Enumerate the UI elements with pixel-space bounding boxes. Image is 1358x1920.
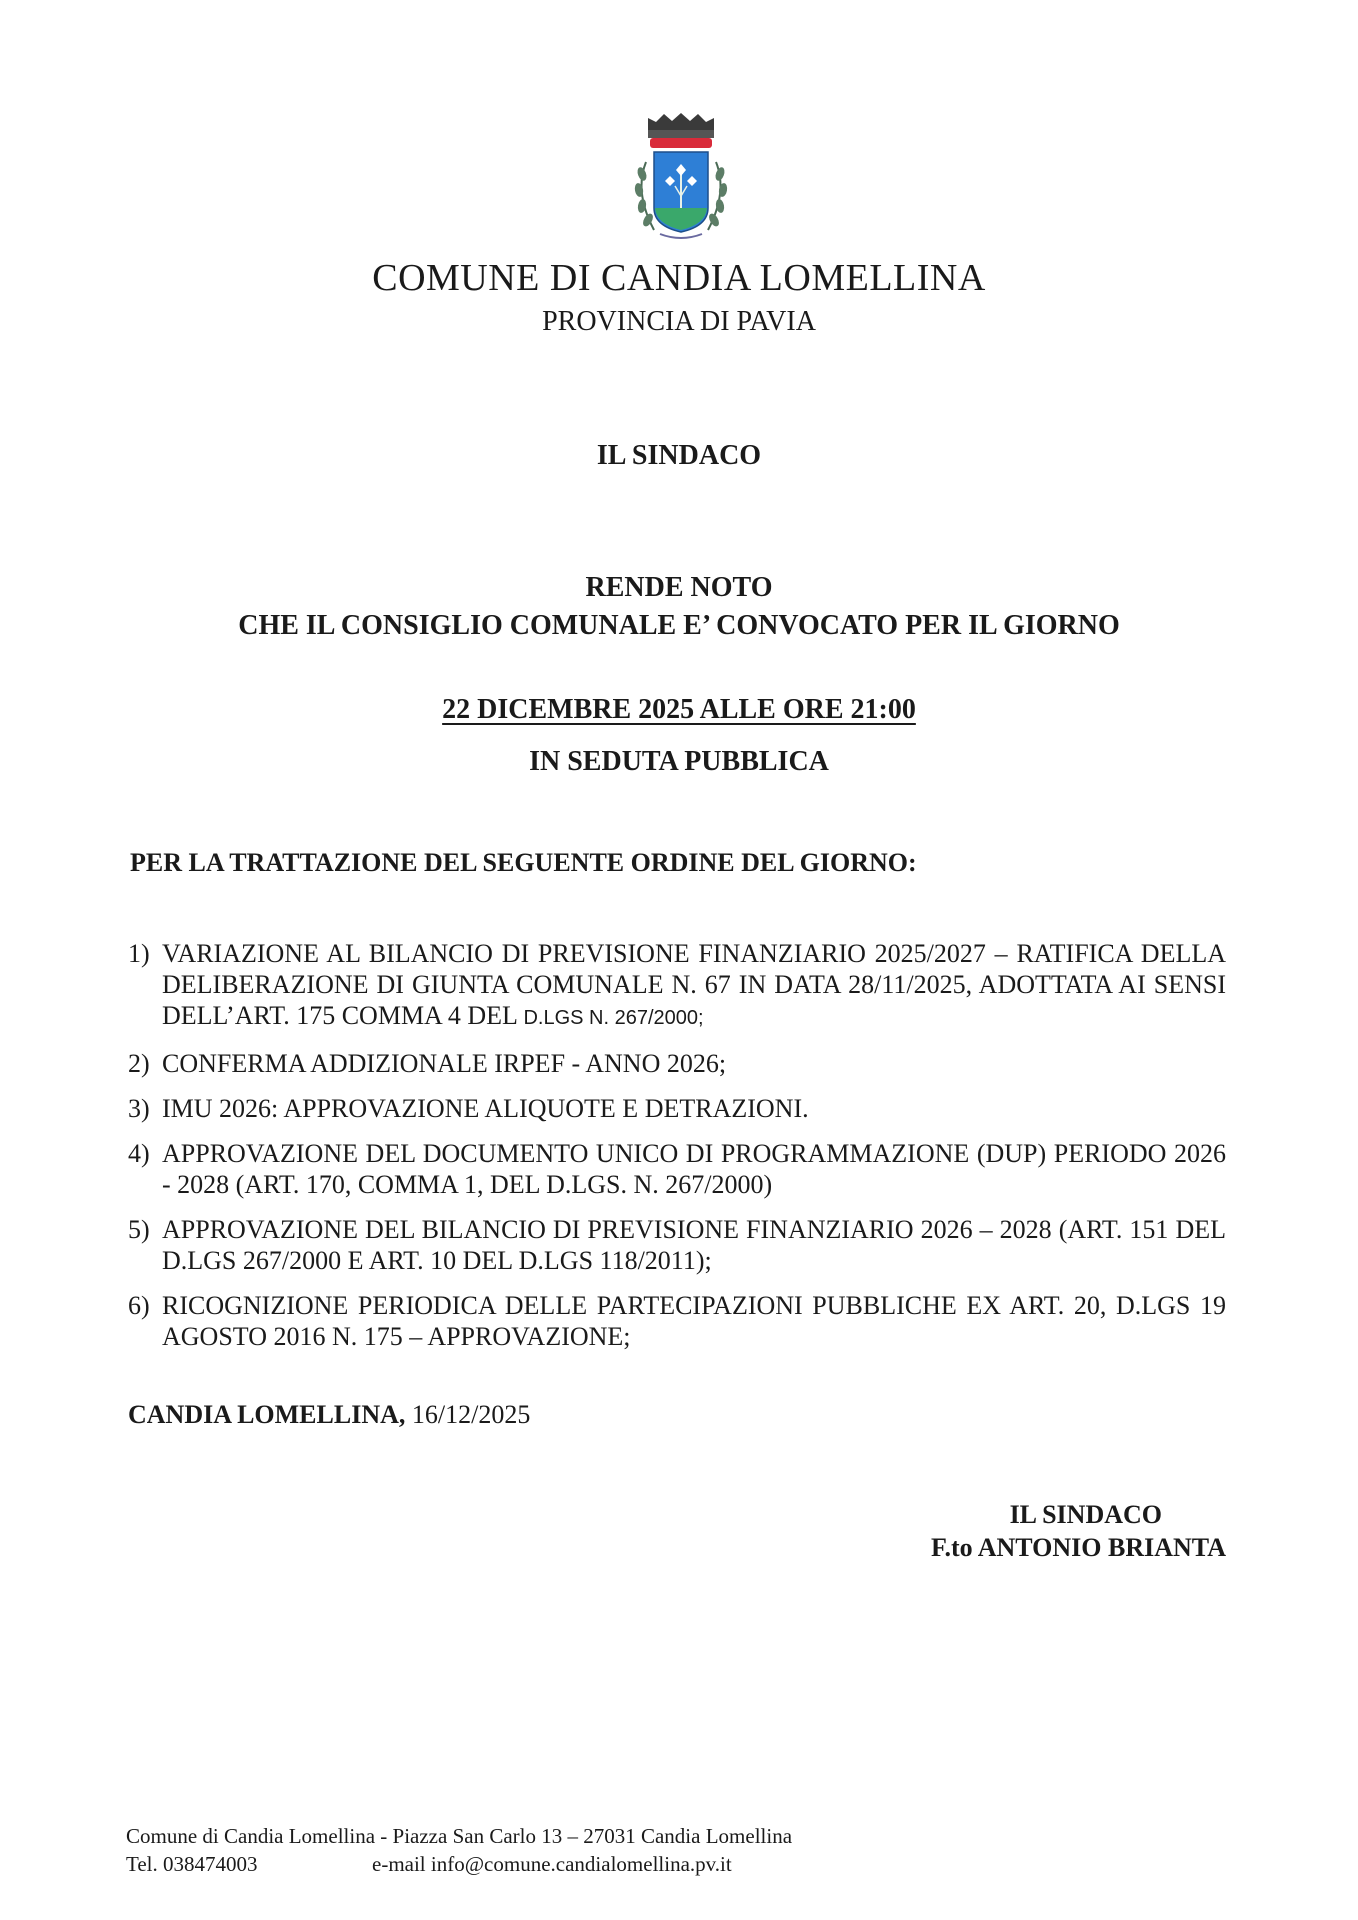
place-name: CANDIA LOMELLINA, <box>128 1400 406 1429</box>
agenda-list <box>128 938 1226 1366</box>
agenda-item-tail: D.LGS N. 267/2000; <box>523 1007 704 1029</box>
meeting-date-heading <box>0 694 1358 726</box>
agenda-item-number: 1) <box>128 939 150 968</box>
footer-phone: Tel. 038474003 <box>126 1852 258 1876</box>
agenda-item-text: VARIAZIONE AL BILANCIO DI PREVISIONE FINANZIARIO 2025/2027 – RATIFICA DELLA DELIBERAZIONE DI GIUNTA COMUNALE N. 67 IN DATA 28/11/2025, ADOTTATA AI SENSI DELL’ART. 175 COMMA 4 DEL <box>162 939 1226 1030</box>
agenda-item <box>128 1138 1226 1200</box>
agenda-item-number: 2) <box>128 1049 150 1078</box>
issuer-heading: IL SINDACO <box>596 440 762 471</box>
municipal-coat-of-arms <box>620 112 742 244</box>
municipality-title: COMUNE DI CANDIA LOMELLINA <box>372 257 986 299</box>
place-and-date <box>128 1400 530 1430</box>
agenda-item <box>128 938 1226 1034</box>
signature-block <box>931 1498 1226 1564</box>
agenda-item-text: APPROVAZIONE DEL DOCUMENTO UNICO DI PROGRAMMAZIONE (DUP) PERIODO 2026 - 2028 (ART. 170, COMMA 1, DEL D.LGS. N. 267/2000) <box>162 1139 1226 1199</box>
agenda-item <box>128 1290 1226 1352</box>
document-date: 16/12/2025 <box>411 1400 531 1429</box>
province-subtitle: PROVINCIA DI PAVIA <box>542 306 816 337</box>
footer-contact-row <box>126 1850 792 1878</box>
agenda-item <box>128 1093 1226 1124</box>
agenda-item-number: 5) <box>128 1215 150 1244</box>
agenda-item <box>128 1214 1226 1276</box>
announce-heading: RENDE NOTO <box>585 572 773 603</box>
agenda-item <box>128 1048 1226 1079</box>
footer-contacts <box>126 1822 792 1878</box>
agenda-item-text: APPROVAZIONE DEL BILANCIO DI PREVISIONE FINANZIARIO 2026 – 2028 (ART. 151 DEL D.LGS 267/2000 E ART. 10 DEL D.LGS 118/2011); <box>162 1215 1226 1275</box>
signature-title: IL SINDACO <box>1009 1500 1162 1529</box>
footer-email: e-mail info@comune.candialomellina.pv.it <box>372 1852 732 1876</box>
footer-address: Comune di Candia Lomellina - Piazza San Carlo 13 – 27031 Candia Lomellina <box>126 1824 793 1848</box>
agenda-item-text: RICOGNIZIONE PERIODICA DELLE PARTECIPAZIONI PUBBLICHE EX ART. 20, D.LGS 19 AGOSTO 2016 N. 175 – APPROVAZIONE; <box>162 1291 1226 1351</box>
meeting-date-text: 22 DICEMBRE 2025 ALLE ORE 21:00 <box>442 694 916 725</box>
agenda-item-number: 4) <box>128 1139 150 1168</box>
convocation-heading: CHE IL CONSIGLIO COMUNALE E’ CONVOCATO PER IL GIORNO <box>238 610 1120 641</box>
agenda-item-text: CONFERMA ADDIZIONALE IRPEF - ANNO 2026; <box>162 1049 727 1078</box>
agenda-intro: PER LA TRATTAZIONE DEL SEGUENTE ORDINE DEL GIORNO: <box>130 848 917 877</box>
agenda-item-text: IMU 2026: APPROVAZIONE ALIQUOTE E DETRAZIONI. <box>162 1094 809 1123</box>
agenda-item-number: 3) <box>128 1094 150 1123</box>
session-type-heading: IN SEDUTA PUBBLICA <box>529 746 829 777</box>
agenda-item-number: 6) <box>128 1291 150 1320</box>
signature-name: F.to ANTONIO BRIANTA <box>931 1533 1226 1562</box>
